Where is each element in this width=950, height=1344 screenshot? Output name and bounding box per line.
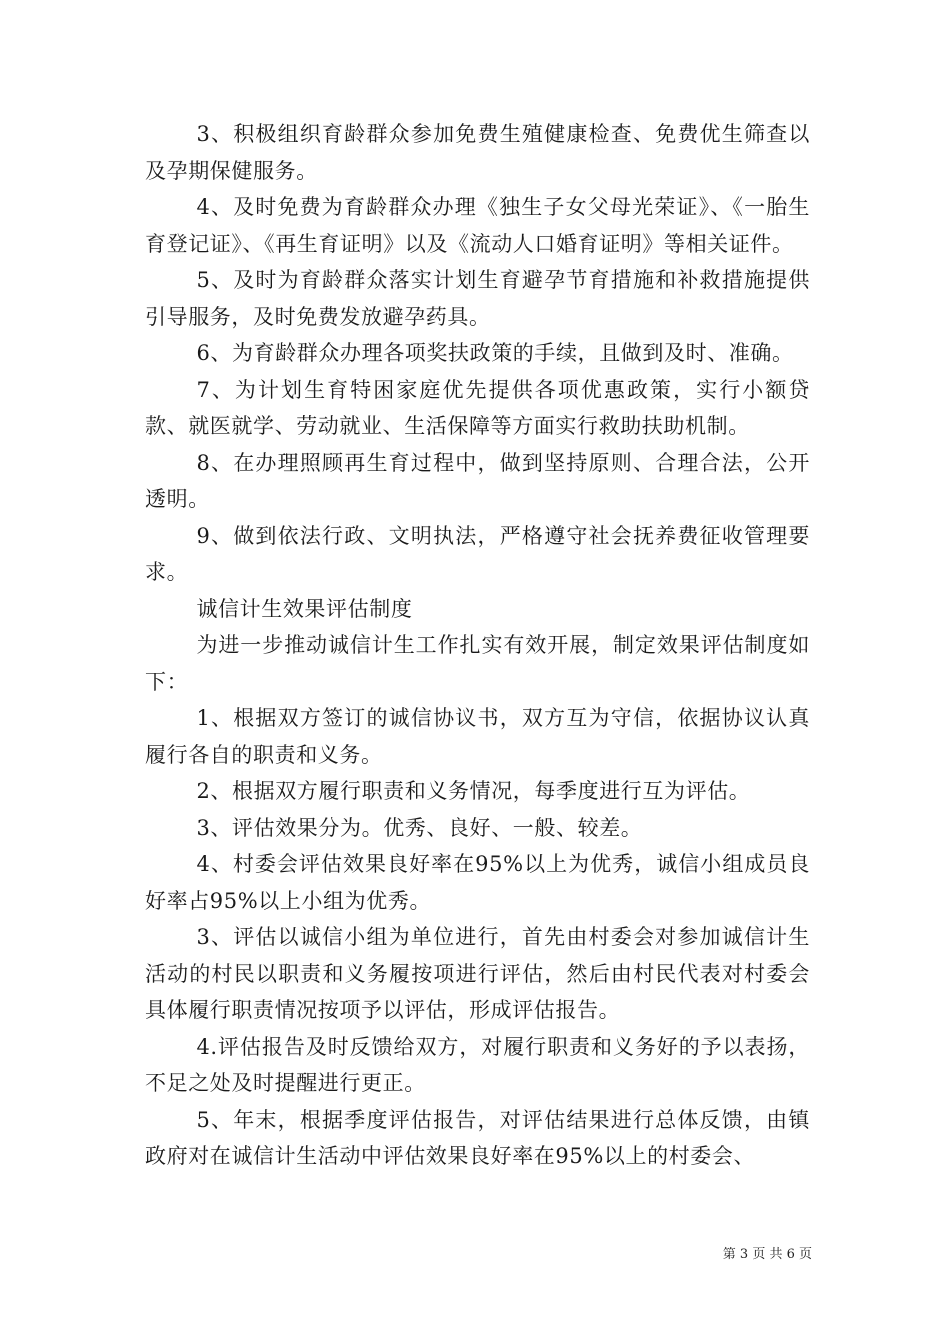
- page-number: 第 3 页 共 6 页: [722, 1247, 812, 1262]
- paragraph-12: 4、村委会评估效果良好率在95%以上为优秀，诚信小组成员良好率占95%以上小组为优秀。: [145, 852, 810, 913]
- paragraph-3: 5、及时为育龄群众落实计划生育避孕节育措施和补救措施提供引导服务，及时免费发放避孕药具。: [145, 268, 810, 329]
- paragraph-4: 6、为育龄群众办理各项奖扶政策的手续，且做到及时、准确。: [196, 341, 794, 365]
- paragraph-6: 8、在办理照顾再生育过程中，做到坚持原则、合理合法，公开透明。: [145, 450, 810, 511]
- paragraph-1: 3、积极组织育龄群众参加免费生殖健康检查、免费优生筛查以及孕期保健服务。: [145, 122, 810, 183]
- paragraph-7: 9、做到依法行政、文明执法，严格遵守社会抚养费征收管理要求。: [145, 523, 810, 584]
- paragraph-10: 2、根据双方履行职责和义务情况，每季度进行互为评估。: [196, 779, 751, 803]
- paragraph-13: 3、评估以诚信小组为单位进行，首先由村委会对参加诚信计生活动的村民以职责和义务履按项进行评估，然后由村民代表对村委会具体履行职责情况按项予以评估，形成评估报告。: [145, 925, 810, 1022]
- section-heading: 诚信计生效果评估制度: [196, 596, 413, 621]
- paragraph-8: 为进一步推动诚信计生工作扎实有效开展，制定效果评估制度如下：: [145, 633, 810, 694]
- paragraph-15: 5、年末，根据季度评估报告，对评估结果进行总体反馈，由镇政府对在诚信计生活动中评估效果良好率在95%以上的村委会、: [145, 1107, 810, 1168]
- paragraph-9: 1、根据双方签订的诚信协议书，双方互为守信，依据协议认真履行各自的职责和义务。: [145, 706, 810, 767]
- paragraph-5: 7、为计划生育特困家庭优先提供各项优惠政策，实行小额贷款、就医就学、劳动就业、生活保障等方面实行救助扶助机制。: [145, 377, 810, 438]
- document-body: [145, 116, 810, 1175]
- paragraph-11: 3、评估效果分为。优秀、良好、一般、较差。: [196, 815, 643, 840]
- paragraph-14: 4.评估报告及时反馈给双方，对履行职责和义务好的予以表扬，不足之处及时提醒进行更正。: [145, 1034, 810, 1095]
- paragraph-2: 4、及时免费为育龄群众办理《独生子女父母光荣证》、《一胎生育登记证》、《再生育证明》以及《流动人口婚育证明》等相关证件。: [145, 195, 810, 256]
